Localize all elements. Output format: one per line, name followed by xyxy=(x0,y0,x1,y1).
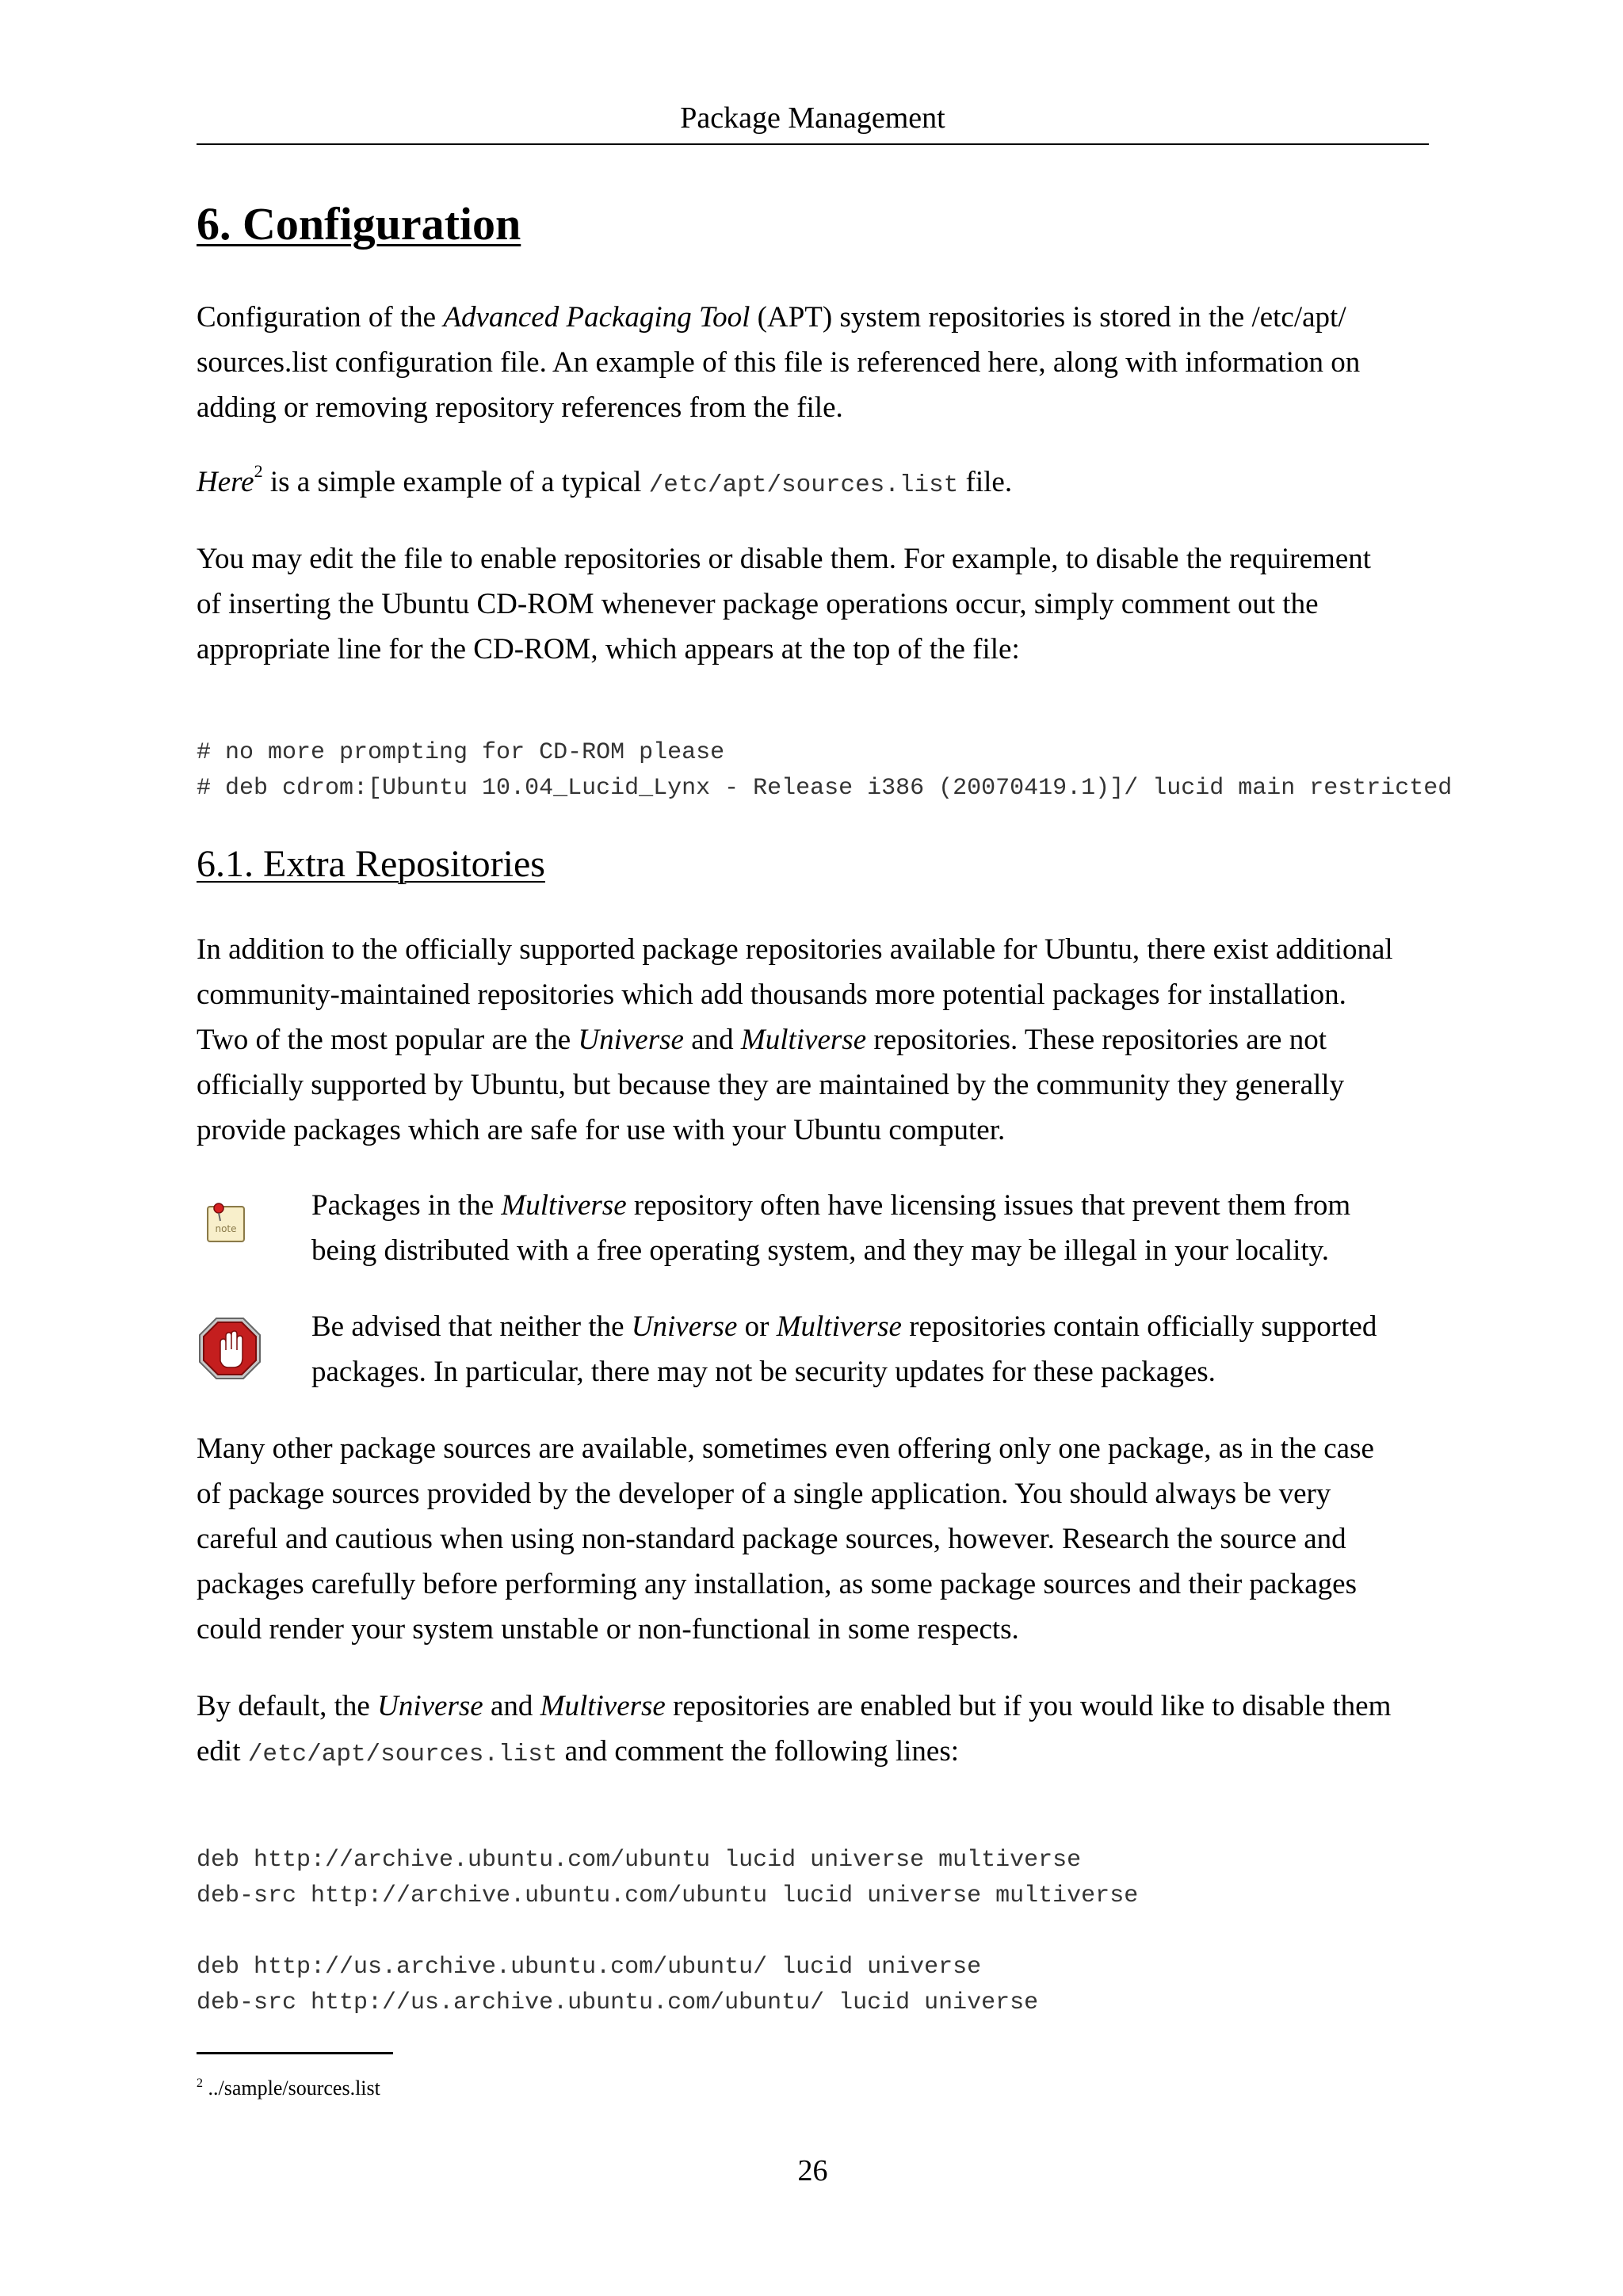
note-text: Packages in the Multiverse repository often have licensing issues that prevent them from being distributed with a free operating system, and they may be illegal in your locality. xyxy=(311,1189,1351,1267)
running-header: Package Management xyxy=(680,101,945,135)
note-icon xyxy=(201,1199,250,1248)
footnote-text[interactable]: ../sample/sources.list xyxy=(203,2077,380,2100)
inline-code: /etc/apt/sources.list xyxy=(648,471,959,499)
warning-text: Be advised that neither the Universe or Multiverse repositories contain officially supported packages. In particular, there may not be security updates for these packages. xyxy=(311,1310,1377,1388)
inline-code: /etc/apt/sources.list xyxy=(247,1741,558,1768)
default-repositories-paragraph: By default, the Universe and Multiverse repositories are enabled but if you would like to disable them edit /etc/apt/sources.list and comment the following lines: xyxy=(197,1690,1392,1768)
footnote-link[interactable]: Here xyxy=(197,466,254,498)
footnote-rule xyxy=(197,2052,393,2054)
page-number: 26 xyxy=(797,2154,828,2187)
sources-example-paragraph: Here$^2$ is a simple example of a typical /etc/apt/sources.list file. xyxy=(197,461,1013,499)
edit-file-paragraph: You may edit the file to enable repositories or disable them. For example, to disable the requirement of inserting the Ubuntu CD-ROM whenever package operations occur, simply comment out the appropriate line for the CD-ROM, which appears at the top of the file: xyxy=(197,543,1372,666)
note-icon-label: note xyxy=(215,1223,237,1234)
code-block-repositories: deb http://archive.ubuntu.com/ubuntu lucid universe multiverse deb-src http://archive.ubuntu.com/ubuntu lucid universe multiverse deb http://us.archive.ubuntu.com/ubuntu/ lucid universe deb-src http://us.archive.ubuntu.com/ubuntu/ lucid universe xyxy=(197,1847,1139,2016)
extra-repositories-paragraph: In addition to the officially supported package repositories available for Ubuntu, there exist additional community-maintained repositories which add thousands more potential packages for installation. Two of the most popular are the Universe and Multiverse repositories. These repositories are not officially supported by Ubuntu, but because they are maintained by the community they generally provide packages which are safe for use with your Ubuntu computer. xyxy=(197,933,1393,1146)
other-sources-paragraph: Many other package sources are available, sometimes even offering only one package, as in the case of package sources provided by the developer of a single application. You should always be very careful and cautious when using non-standard package sources, however. Research the source and packages carefully before performing any installation, as some package sources and their packages could render your system unstable or non-functional in some respects. xyxy=(197,1432,1374,1646)
note-admonition xyxy=(197,1183,1429,1278)
footnote xyxy=(197,2071,380,2101)
section-title: 6. Configuration xyxy=(197,198,521,250)
subsection-title: 6.1. Extra Repositories xyxy=(197,843,545,885)
intro-paragraph: Configuration of the Advanced Packaging Tool (APT) system repositories is stored in the /etc/apt/ sources.list configuration file. An example of this file is referenced here, along with information on adding or removing repository references from the file. xyxy=(197,301,1361,424)
code-block-cdrom: # no more prompting for CD-ROM please # deb cdrom:[Ubuntu 10.04_Lucid_Lynx - Release i386 (20070419.1)]/ lucid main restricted xyxy=(197,739,1453,802)
header-rule xyxy=(197,143,1429,145)
warning-admonition xyxy=(197,1304,1429,1399)
footnote-number: 2 xyxy=(197,2077,203,2090)
stop-hand-icon xyxy=(197,1315,263,1382)
footnote-ref[interactable]: 2 xyxy=(254,461,263,481)
